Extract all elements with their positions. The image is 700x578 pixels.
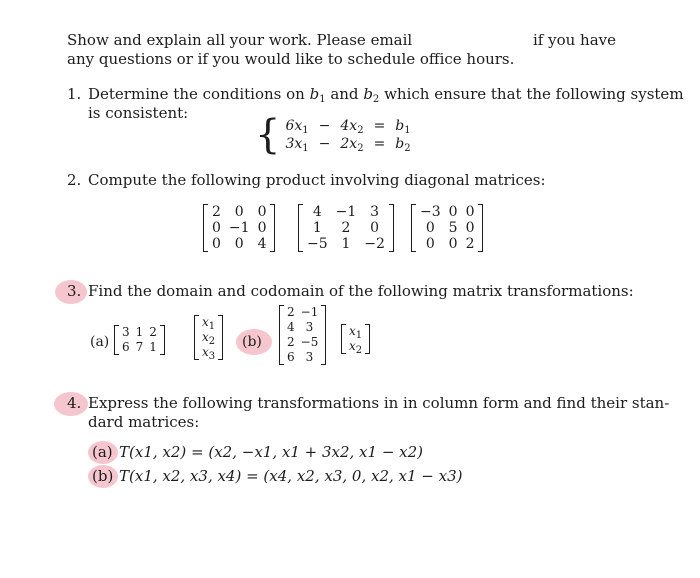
q2-number: 2. xyxy=(67,171,82,189)
q3-b-label: (b) xyxy=(242,334,262,350)
q3-number: 3. xyxy=(67,282,82,300)
q3-a-matrix: 3 1 2 6 7 1 xyxy=(114,325,165,355)
q4-text-line2: dard matrices: xyxy=(88,413,200,431)
q4-a-expression: T(x1, x2) = (x2, −x1, x1 + 3x2, x1 − x2) xyxy=(119,443,424,461)
q4-b-expression: T(x1, x2, x3, x4) = (x4, x2, x3, 0, x2, x1 − x3) xyxy=(119,467,463,485)
q3-b-vector: $x_1$ $x_2$ xyxy=(341,324,370,354)
q4-b-label: (b) xyxy=(92,467,114,485)
left-brace: { xyxy=(255,112,281,158)
q1-text-line2: is consistent: xyxy=(88,104,189,122)
q4-a-label: (a) xyxy=(92,443,113,461)
matrix-diag-1: 2 0 0 0 −1 0 0 0 4 xyxy=(203,204,275,252)
q3-a-label: (a) xyxy=(90,334,110,350)
intro-line-1: Show and explain all your work. Please email xyxy=(67,31,413,49)
q4-text-line1: Express the following transformations in in column form and find their stan- xyxy=(88,394,670,412)
q3-a-vector: $x_1$ $x_2$ $x_3$ xyxy=(194,315,223,360)
q4-number: 4. xyxy=(67,394,82,412)
system-row: $6x_1$ − $4x_2$ = $b_1$ xyxy=(285,118,411,136)
matrix-diag-2: −3 0 0 0 5 0 0 0 2 xyxy=(411,204,483,252)
q1-number: 1. xyxy=(67,85,82,103)
system-row: $3x_1$ − $2x_2$ = $b_2$ xyxy=(285,136,411,154)
q1-text: Determine the conditions on $b_1$ and $b_2$ which ensure that the following system xyxy=(88,85,684,105)
q3-text: Find the domain and codomain of the following matrix transformations: xyxy=(88,282,634,300)
intro-right-text: if you have xyxy=(533,31,617,49)
q1-system xyxy=(255,112,416,158)
q3-b-matrix: 2 −1 4 3 2 −5 6 3 xyxy=(279,305,326,365)
matrix-full: 4 −1 3 1 2 0 −5 1 −2 xyxy=(298,204,394,252)
intro-line-2: any questions or if you would like to schedule office hours. xyxy=(67,50,515,68)
q2-text: Compute the following product involving diagonal matrices: xyxy=(88,171,546,189)
